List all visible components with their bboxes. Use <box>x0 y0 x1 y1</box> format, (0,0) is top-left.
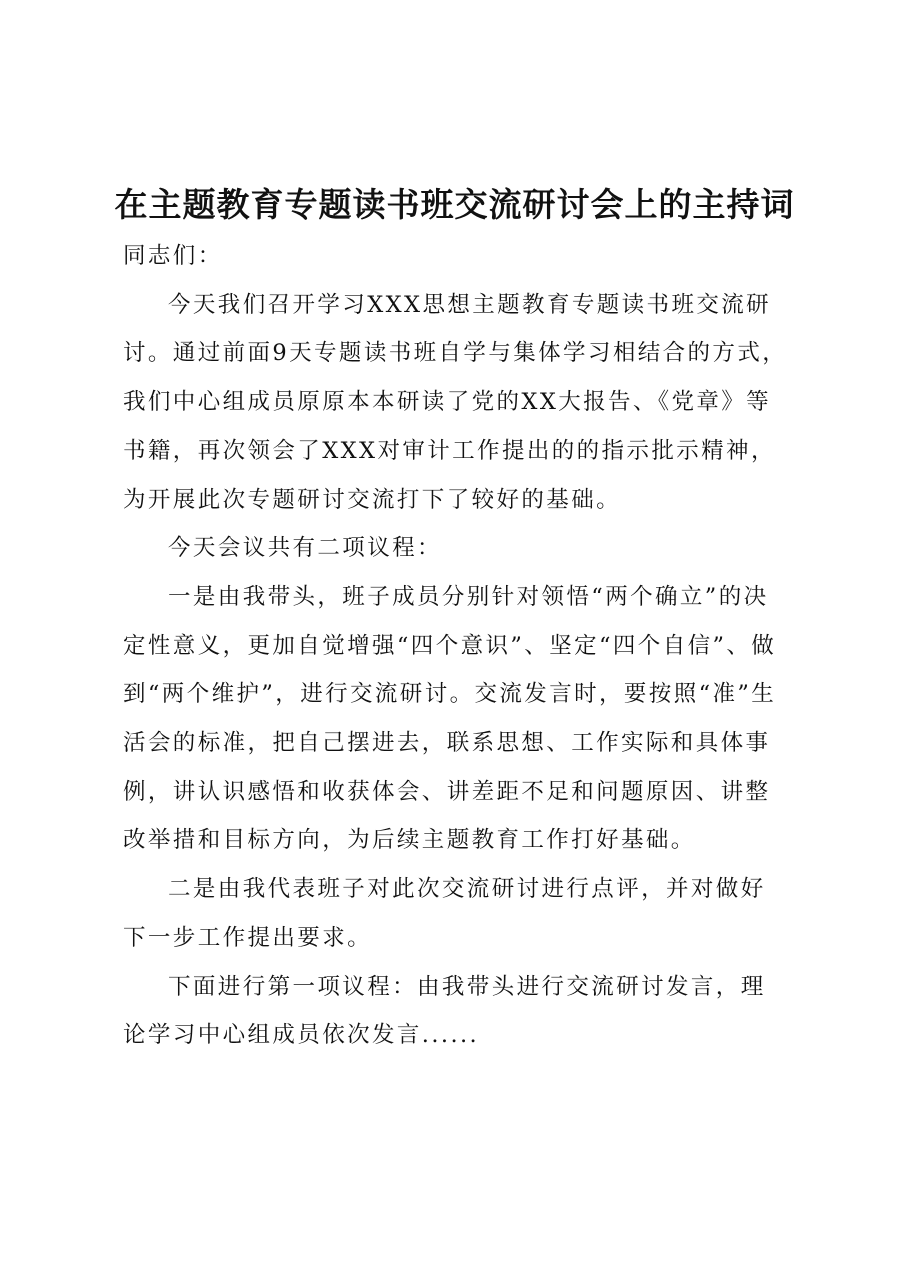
document-title: 在主题教育专题读书班交流研讨会上的主持词 <box>114 185 795 224</box>
paragraph-opening: 今天我们召开学习XXX思想主题教育专题读书班交流研讨。通过前面9天专题读书班自学与集体学习相结合的方式，我们中心组成员原原本本研读了党的XX大报告、《党章》等书籍，再次领会了XXX对审计工作提出的的指示批示精神，为开展此次专题研讨交流打下了较好的基础。 <box>123 291 788 513</box>
paragraph-agenda-intro: 今天会议共有二项议程： <box>168 535 442 562</box>
paragraph-agenda-item-1: 一是由我带头，班子成员分别针对领悟“两个确立”的决定性意义，更加自觉增强“四个意识”、坚定“四个自信”、做到“两个维护”，进行交流研讨。交流发言时，要按照“准”生活会的标准，把自己摆进去，联系思想、工作实际和具体事例，讲认识感悟和收获体会、讲差距不足和问题原因、讲整改举措和目标方向，为后续主题教育工作打好基础。 <box>123 583 777 854</box>
paragraph-closing: 下面进行第一项议程：由我带头进行交流研讨发言，理论学习中心组成员依次发言...... <box>123 973 766 1049</box>
salutation: 同志们： <box>123 243 223 269</box>
paragraph-agenda-item-2: 二是由我代表班子对此次交流研讨进行点评，并对做好下一步工作提出要求。 <box>123 876 766 951</box>
document-body <box>123 232 788 1060</box>
